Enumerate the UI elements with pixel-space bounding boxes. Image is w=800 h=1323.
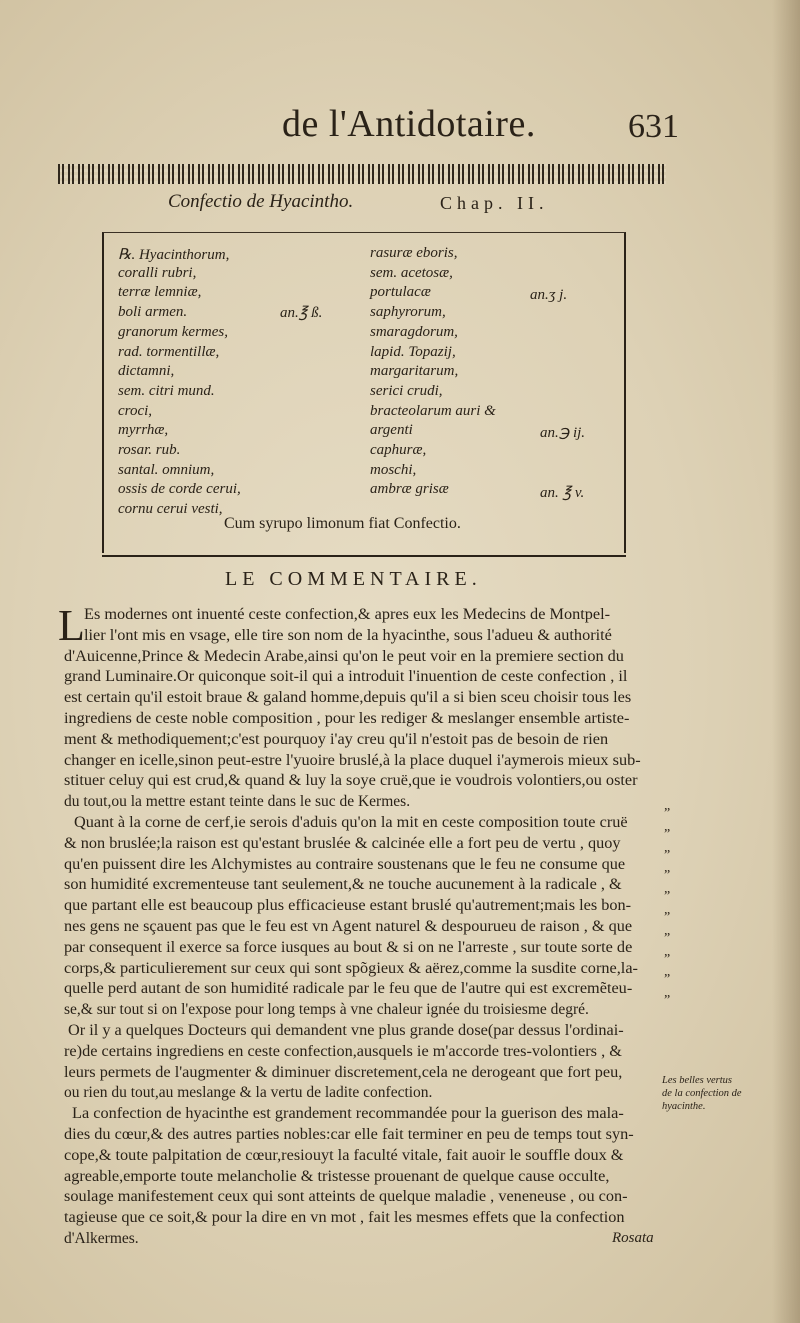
recipe-left-item: myrrhæ, bbox=[118, 422, 169, 439]
recipe-left-item: santal. omnium, bbox=[118, 461, 215, 478]
commentary-line: ment & methodiquement;c'est pourquoy i'ay creu qu'il n'estoit pas de besoin de rien bbox=[64, 730, 609, 748]
ornament-band bbox=[58, 164, 666, 184]
commentary-line: agreable,emporte toute melancholie & tristesse prouenant de quelque cause occulte, bbox=[64, 1167, 610, 1185]
recipe-right-item: smaragdorum, bbox=[370, 323, 458, 340]
quote-mark: ” bbox=[664, 889, 671, 905]
commentary-line: se,& sur tout si on l'expose pour long temps à vne chaleur ignée du troisiesme degré. bbox=[64, 1001, 589, 1019]
commentary-line: La confection de hyacinthe est grandement recommandée pour la guerison des mala- bbox=[72, 1105, 624, 1123]
page-number: 631 bbox=[628, 108, 679, 145]
recipe-left-item: granorum kermes, bbox=[118, 323, 228, 340]
recipe-left-item: coralli rubri, bbox=[118, 264, 197, 281]
commentary-line: Quant à la corne de cerf,ie serois d'aduis qu'on la mit en ceste composition toute cruë bbox=[74, 814, 628, 831]
commentary-line: corps,& particulierement sur ceux qui sont spõgieux & aërez,comme la susdite corne,la- bbox=[64, 959, 638, 977]
commentary-line: cope,& toute palpitation de cœur,resiouyt la faculté vitale, fait auoir le souffle doux & bbox=[64, 1146, 624, 1164]
quote-mark: ” bbox=[664, 972, 671, 988]
commentary-line: leurs permets de l'augmenter & diminuer discretement,cela ne derogeant que fort peu, bbox=[64, 1063, 623, 1081]
dose-right-1: an.ʒ j. bbox=[530, 287, 568, 303]
recipe-left-item: ossis de corde cerui, bbox=[118, 481, 241, 498]
quote-mark: ” bbox=[664, 910, 671, 925]
commentary-line: Or il y a quelques Docteurs qui demandent vne plus grande dose(par dessus l'ordinai- bbox=[68, 1022, 624, 1039]
recipe-right-item: serici crudi, bbox=[370, 382, 443, 399]
commentary-line: stituer celuy qui est crud,& quand & luy la soye cruë,que ie voudrois volontiers,ou oster bbox=[64, 772, 638, 790]
quote-mark: ” bbox=[664, 868, 671, 884]
recipe-right-item: margaritarum, bbox=[370, 363, 459, 380]
recipe-right-item: rasuræ eboris, bbox=[370, 245, 458, 261]
commentary-line: dies du cœur,& des autres parties nobles:car elle fait terminer en peu de temps tout syn- bbox=[64, 1126, 634, 1143]
recipe-right-item: caphuræ, bbox=[370, 442, 427, 458]
recipe-right-item: lapid. Topazij, bbox=[370, 343, 456, 360]
chapter-heading: Confectio de Hyacintho. bbox=[168, 191, 354, 212]
catchword: Rosata bbox=[612, 1230, 654, 1246]
recipe-right-item: saphyrorum, bbox=[370, 304, 446, 321]
running-title: de l'Antidotaire. bbox=[282, 103, 536, 145]
commentary-line: d'Auicenne,Prince & Medecin Arabe,ainsi qu'on le peut voir en la premiere section du bbox=[64, 647, 624, 665]
commentary-line: que partant elle est beaucoup plus efficacieuse estant bruslé qu'autrement;mais les bon- bbox=[64, 897, 632, 915]
page-edge-shadow bbox=[772, 0, 800, 1323]
recipe-left-item: cornu cerui vesti, bbox=[118, 501, 223, 518]
commentary-line: re)de certains ingrediens en ceste confection,ausquels ie m'accorde tres-volontiers , & bbox=[64, 1042, 622, 1060]
recipe-left-item: rosar. rub. bbox=[118, 442, 181, 458]
recipe-bottom-rule bbox=[102, 555, 626, 557]
quote-mark: ” bbox=[664, 806, 671, 821]
recipe-left-item: croci, bbox=[118, 402, 153, 419]
dose-left: an.℥ ß. bbox=[280, 305, 323, 321]
commentary-line: qu'en puissent dire les Alchymistes au contraire soustenans que le feu ne consume que bbox=[64, 855, 626, 873]
recipe-left-item: rad. tormentillæ, bbox=[118, 343, 220, 360]
drop-cap: L bbox=[58, 601, 85, 650]
recipe-left-item: terræ lemniæ, bbox=[118, 284, 202, 301]
recipe-left-item: sem. citri mund. bbox=[118, 382, 215, 399]
marginal-note: Les belles vertus de la confection de hyacinthe. bbox=[662, 1075, 742, 1112]
commentary-line: ou rien du tout,au meslange & la vertu de ladite confection. bbox=[64, 1084, 433, 1102]
recipe-right-item: bracteolarum auri & bbox=[370, 402, 496, 419]
commentary-line: tagieuse que ce soit,& pour la dire en vn mot , fait les mesmes effets que la confection bbox=[64, 1209, 625, 1227]
commentary-line: par consequent il exerce sa force iusques au bout & si on ne l'arreste , sur toute sorte de bbox=[64, 938, 633, 956]
recipe-right-item: moschi, bbox=[370, 461, 417, 478]
commentary-line: & non bruslée;la raison est qu'estant bruslée & calcinée elle a fort peu de vertu , quoy bbox=[64, 834, 621, 852]
commentary-line: nes gens ne sçauent pas que le feu est vn Agent naturel & despourueu de raison , & que bbox=[64, 918, 633, 935]
commentary-line: est certain qu'il estoit braue & galand homme,depuis qu'il a si bien sceu choisir tous les bbox=[64, 689, 632, 707]
commentary-line: son humidité excrementeuse tant seulement,& ne touche aucunement à la radicale , & bbox=[64, 876, 622, 894]
dose-right-3: an. ℥ v. bbox=[540, 485, 585, 501]
commentary-line: grand Luminaire.Or quiconque soit-il qui a introduit l'inuention de ceste confection , il bbox=[64, 668, 628, 686]
recipe-final-line: Cum syrupo limonum fiat Confectio. bbox=[224, 515, 461, 532]
recipe-box bbox=[102, 232, 626, 553]
quote-mark: ” bbox=[664, 847, 671, 863]
quote-mark: ” bbox=[664, 951, 671, 967]
quote-mark: ” bbox=[664, 930, 671, 946]
quote-mark: ” bbox=[664, 826, 671, 842]
commentary-line: du tout,ou la mettre estant teinte dans le suc de Kermes. bbox=[64, 793, 411, 811]
recipe-right-item: portulacæ bbox=[370, 284, 431, 301]
commentary-line: Es modernes ont inuenté ceste confection,& apres eux les Medecins de Montpel- bbox=[84, 606, 611, 623]
recipe-right-item: ambræ grisæ bbox=[370, 481, 449, 498]
commentary-line: changer en icelle,sinon peut-estre l'yuoire bruslé,à la place duquel i'aymerois mieux sub- bbox=[64, 751, 641, 769]
commentary-title: LE COMMENTAIRE. bbox=[225, 568, 482, 590]
recipe-right-item: sem. acetosæ, bbox=[370, 264, 453, 281]
dose-right-2: an.℈ ij. bbox=[540, 425, 586, 441]
recipe-right-item: argenti bbox=[370, 422, 413, 439]
recipe-left-item: ℞. Hyacinthorum, bbox=[118, 247, 230, 263]
quote-mark: ” bbox=[664, 993, 671, 1009]
chapter-number: Chap. II. bbox=[440, 193, 549, 213]
recipe-left-item: boli armen. bbox=[118, 304, 188, 321]
commentary-line: soulage manifestement ceux qui sont atteints de quelque maladie , veneneuse , ou con- bbox=[64, 1188, 628, 1206]
commentary-line: quelle perd autant de son humidité radicale par le feu que de l'autre qui est excremẽteu- bbox=[64, 980, 633, 998]
commentary-line: d'Alkermes. bbox=[64, 1230, 139, 1247]
recipe-left-item: dictamni, bbox=[118, 363, 175, 380]
commentary-line: lier l'ont mis en vsage, elle tire son nom de la hyacinthe, sous l'adueu & authorité bbox=[84, 626, 612, 644]
commentary-line: ingrediens de ceste noble composition , pour les rediger & meslanger ensemble artiste- bbox=[64, 710, 630, 727]
